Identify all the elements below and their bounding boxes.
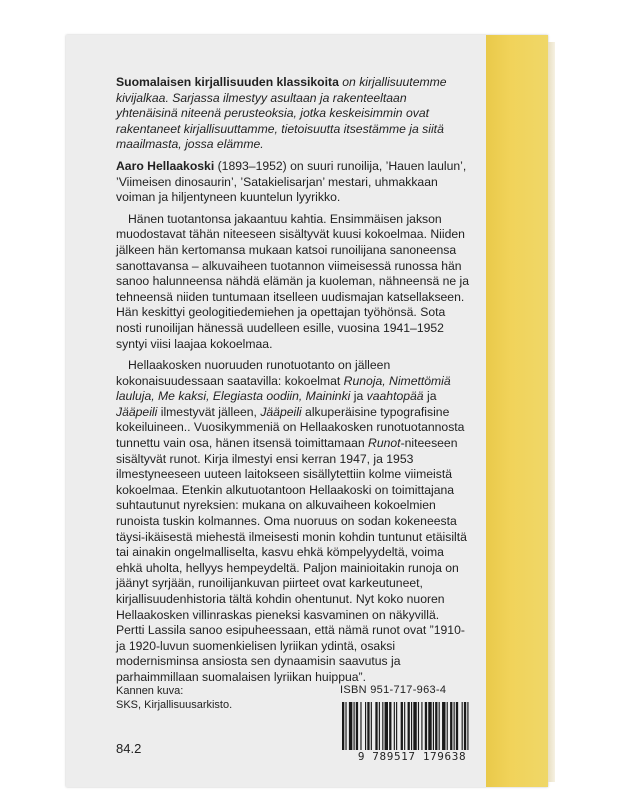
barcode-bar: [379, 702, 380, 752]
barcode-bar: [464, 702, 466, 752]
barcode-bar: [342, 702, 344, 752]
barcode-bar: [382, 702, 383, 752]
barcode-bar: [345, 702, 346, 752]
cover-image-credit: [116, 684, 232, 712]
barcode-bar: [428, 702, 431, 752]
text-run: vaahtopää: [366, 389, 424, 404]
barcode-bar: [411, 702, 412, 752]
barcode-bar: [385, 702, 388, 752]
text-run: on kirjallisuutemme kivijalkaa. Sarjassa ilmestyy asultaan ja rakenteeltaan yhtenäisinä niteenä perusteoksia, jotka keskeisimmin ovat rakentaneet kirjallisuuttamme, tietoisuutta itsestämme ja siitä maailmasta, jossa elämme.: [116, 75, 447, 152]
blurb-paragraph-youth-poetry: [116, 358, 470, 685]
barcode-bar: [454, 702, 455, 752]
barcode-bar: [401, 702, 403, 752]
barcode-digits: 9 789517 179638: [338, 750, 486, 763]
yellow-spine-strip: [486, 35, 548, 787]
barcode-bar: [389, 702, 391, 752]
blurb-paragraph-series: [116, 75, 470, 153]
isbn-label: ISBN 951-717-963-4: [340, 684, 447, 696]
text-run: Runot: [368, 436, 401, 451]
text-run: Runoja, Nimettömiä lauluja, Me kaksi, Elegiasta oodiin, Maininki: [116, 373, 451, 404]
text-run: ja: [350, 389, 367, 404]
blurb-text: [116, 75, 470, 692]
barcode-bar: [435, 702, 437, 752]
barcode-bar: [354, 702, 355, 752]
barcode-bar: [394, 702, 395, 752]
credit-label: Kannen kuva:: [116, 685, 184, 697]
text-run: Hellaakosken nuoruuden runotuotanto on jälleen kokonaisuudessaan saatavilla: kokoelmat: [116, 358, 391, 388]
barcode-bar: [467, 702, 468, 752]
text-run: ja: [423, 389, 437, 404]
barcode-bar: [418, 702, 419, 752]
text-run: ilmestyvät jälleen,: [157, 404, 261, 419]
blurb-paragraph-production: [116, 212, 470, 352]
barcode-bar: [450, 702, 452, 752]
barcode-bar: [349, 702, 352, 752]
barcode-bar: [462, 702, 463, 752]
text-run: (1893–1952) on suuri runoilija, ’Hauen laulun’, ’Viimeisen dinosaurin’, ’Satakielisarjan’ mestari, uhmakkaan voiman ja hiljentyneen kuuntelun lyyrikko.: [116, 158, 467, 205]
barcode-bar: [447, 702, 448, 752]
barcode-bar: [371, 702, 372, 752]
barcode: [338, 702, 486, 764]
text-run: alkuperäisine typografisine kokeiluineen.. Vuosikymmeniä on Hellaakosken runotuotannosta tunnettu vain osa, hänen itsensä toimittamaan: [116, 404, 465, 451]
book-back-cover: [66, 35, 548, 787]
blurb-paragraph-author: [116, 159, 470, 206]
barcode-bar: [396, 702, 397, 752]
barcode-bars: [338, 702, 486, 752]
barcode-bar: [367, 702, 369, 752]
barcode-bar: [456, 702, 458, 752]
barcode-bar: [433, 702, 434, 752]
text-run: Jääpeili: [260, 404, 302, 419]
barcode-bar: [404, 702, 405, 752]
barcode-bar: [425, 702, 427, 752]
barcode-bar: [356, 702, 358, 752]
barcode-bar: [360, 702, 361, 752]
barcode-bar: [408, 702, 410, 752]
barcode-bar: [439, 702, 440, 752]
text-run: -niteeseen sisältyvät runot. Kirja ilmestyi ensi kerran 1947, ja 1953 ilmestyneeseen uuteen laitokseen sisällytettiin kolme viimeistä kokoelmaa. Etenkin alkutuotantoon Hellaakoski on toimittajana suhtautunut nyreksien: mukana on alkuvaiheen kokoelmien runoista tuskin kolmannes. Oma nuoruus on sodan kokeneesta täysi-ikäisestä miehestä ilmeisesti monin kohdin tuntunut etäisiltä tai ainakin ongelmalliselta, kasvu ehkä kömpelyydeltä, voima ehkä uholta, hellyys hempeydeltä. Paljon mainioitakin runoja on jäänyt syrjään, runoilijankuvan piirteet ovat karkeutuneet, kirjallisuudenhistoria tältä kohdin ohentunut. Nyt koko nuoren Hellaakosken villinraskas pieneksi kasvaminen on näkyvillä. Pertti Lassila sanoo esipuheessaan, että nämä runot ovat ”1910- ja 1920-luvun suomenkielisen lyriikan ydintä, osaksi modernisminsa ansiosta sen dynaamisin saavutus ja parhaimmillaan suomalaisen lyriikan huippua”.: [116, 436, 467, 684]
text-run: Aaro Hellaakoski: [116, 158, 215, 173]
barcode-bar: [365, 702, 366, 752]
page-edges: [548, 42, 555, 782]
barcode-bar: [375, 702, 377, 752]
barcode-bar: [421, 702, 422, 752]
barcode-bar: [413, 702, 416, 752]
text-run: Jääpeili: [116, 404, 158, 419]
text-run: Suomalaisen kirjallisuuden klassikoita: [116, 75, 339, 89]
text-run: Hänen tuotantonsa jakaantuu kahtia. Ensimmäisen jakson muodostavat tähän niteeseen sisältyvät kuusi kokoelmaa. Niiden jälkeen hän kertomansa mukaan katsoi runoilijana sanoneensa sanottavansa – alkuvaiheen tuotannon viimeisessä runossa hän sanoo halunneensa nähdä elämän ja kuoleman, nähneensä ne ja tehneensä niiden tuntumaan itselleen uudismajan katsellakseen. Hän keskittyi geologitiedemiehen ja opettajan työhönsä. Sota nosti runoilijan hänessä uudelleen esille, vuosina 1941–1952 syntyi viisi laajaa kokoelmaa.: [116, 211, 470, 351]
barcode-bar: [442, 702, 445, 752]
credit-source: SKS, Kirjallisuusarkisto.: [116, 699, 233, 711]
library-classification: 84.2: [116, 741, 142, 756]
